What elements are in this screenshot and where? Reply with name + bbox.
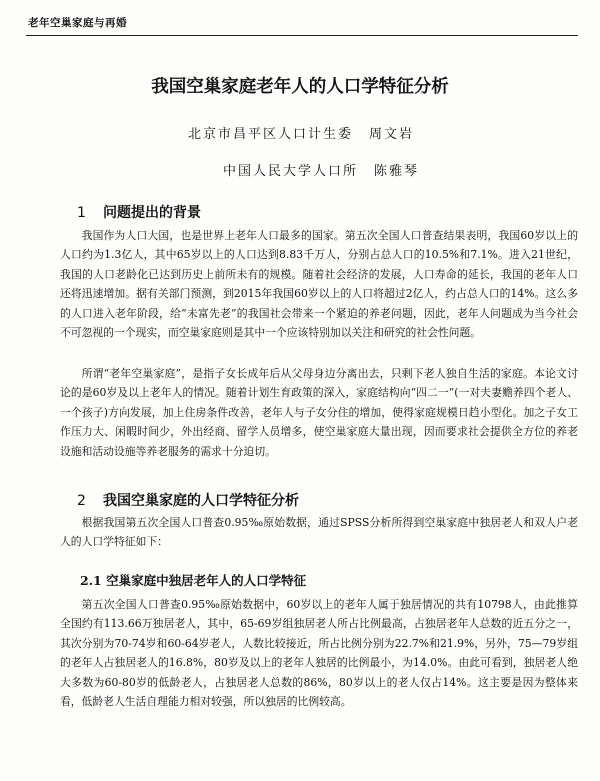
section-number: 1 bbox=[77, 205, 86, 221]
author-line-1 bbox=[188, 123, 414, 142]
author-affiliation: 中国人民大学人口所 bbox=[223, 164, 359, 179]
author-line-2 bbox=[223, 160, 419, 179]
subsection-heading: 2.1 空巢家庭中独居老年人的人口学特征 bbox=[80, 573, 307, 588]
section-heading-2 bbox=[77, 490, 299, 510]
running-header: 老年空巢家庭与再婚 bbox=[28, 17, 127, 29]
author-name: 周文岩 bbox=[369, 127, 415, 142]
author-name: 陈雅琴 bbox=[374, 164, 420, 179]
paragraph: 第五次全国人口普查0.95‰原始数据中，60岁以上的老年人属于独居情况的共有10798人，由此推算全国约有113.66万独居老人，其中，65-69岁组独居老人所占比例最高，占独居老年人总数的近五分之一，其次分别为70-74岁和60-64岁老人，人数比较接近，所占比例分别为22.7%和21.9%，另外，75—79岁组的老年人占独居老人的16.8%，80岁及以上的老年人独居的比例最小，为14.0%。由此可看到，独居老人绝大多数为60-80岁的低龄老人，占独居老人总数的86%，80岁以上的老人仅占14%。这主要是因为整体来看，低龄老人生活自理能力相对较强，所以独居的比例较高。 bbox=[60, 598, 578, 709]
paragraph: 我国作为人口大国，也是世界上老年人口最多的国家。第五次全国人口普查结果表明，我国60岁以上的人口约为1.3亿人，其中65岁以上的人口达到8.83千万人，分别占总人口的10.5%和7.1%。进入21世纪，我国的人口老龄化已达到历史上前所未有的规模。随着社会经济的发展，人口寿命的延长，我国的老年人口还将迅速增加。据有关部门预测，到2015年我国60岁以上的人口将超过2亿人，约占总人口的14%。这么多的人口进入老年阶段，给“未富先老”的我国社会带来一个紧迫的养老问题，因此，老年人问题成为当今社会不可忽视的一个现实，而空巢家庭则是其中一个应该特别加以关注和研究的社会性问题。 bbox=[60, 229, 578, 340]
header-rule bbox=[26, 35, 578, 36]
section-title: 问题提出的背景 bbox=[103, 205, 201, 221]
section-heading-1 bbox=[77, 202, 201, 222]
paragraph: 根据我国第五次全国人口普查0.95‰原始数据，通过SPSS分析所得到空巢家庭中独居老人和双人户老人的人口学特征如下： bbox=[60, 516, 578, 549]
author-affiliation: 北京市昌平区人口计生委 bbox=[188, 127, 354, 142]
paragraph: 所谓“老年空巢家庭”，是指子女长成年后从父母身边分离出去，只剩下老人独自生活的家庭。本论文讨论的是60岁及以上老年人的情况。随着计划生育政策的深入，家庭结构向“四二一”(一对夫妻赡养四个老人、一个孩子)方向发展，加上住房条件改善，老年人与子女分住的增加，使得家庭规模日趋小型化。加之子女工作压力大、闲暇时间少，外出经商、留学人员增多，使空巢家庭大量出现，因而要求社会提供全方位的养老设施和活动设施等养老服务的需求十分迫切。 bbox=[60, 367, 578, 458]
paper-title: 我国空巢家庭老年人的人口学特征分析 bbox=[151, 77, 449, 97]
section-title: 我国空巢家庭的人口学特征分析 bbox=[103, 493, 299, 509]
section-number: 2 bbox=[77, 493, 86, 509]
